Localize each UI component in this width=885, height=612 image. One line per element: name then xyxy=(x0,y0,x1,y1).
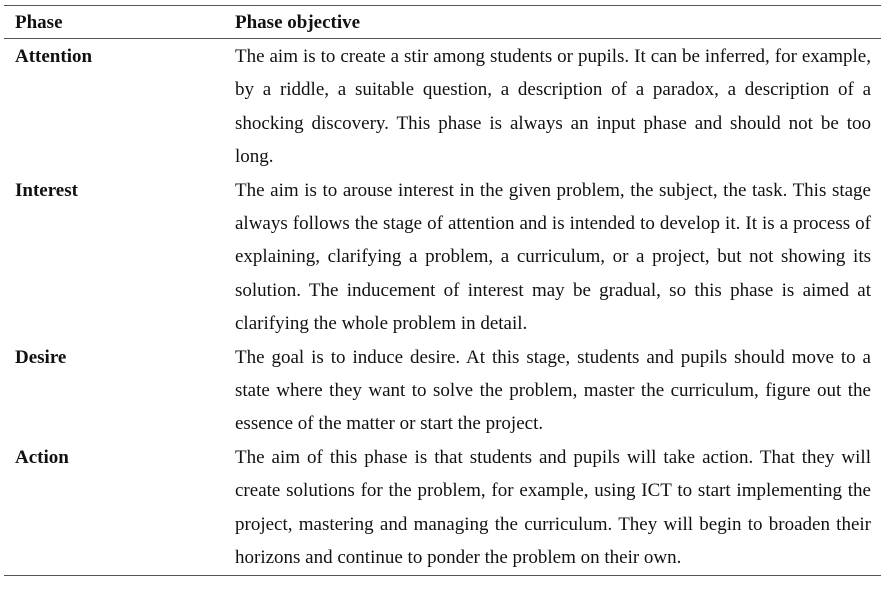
phase-objective-table xyxy=(4,5,881,576)
table-row-desire xyxy=(4,341,881,441)
table-header xyxy=(4,6,881,39)
header-phase-objective: Phase objective xyxy=(235,6,881,39)
objective-cell: The goal is to induce desire. At this stage, students and pupils should move to a state where they want to solve the problem, master the curriculum, figure out the essence of the matter or start the project. xyxy=(235,346,871,435)
table-row-action xyxy=(4,441,881,575)
objective-cell: The aim is to arouse interest in the given problem, the subject, the task. This stage always follows the stage of attention and is intended to develop it. It is a process of explaining, clarifying a problem, a curriculum, or a project, but not showing its solution. The inducement of interest may be gradual, so this phase is aimed at clarifying the whole problem in detail. xyxy=(235,179,871,335)
table-row-attention xyxy=(4,39,881,174)
phase-table-container xyxy=(4,5,881,576)
phase-cell: Action xyxy=(4,441,235,575)
objective-cell: The aim is to create a stir among students or pupils. It can be inferred, for example, by a riddle, a suitable question, a description of a paradox, a description of a shocking discovery. This phase is always an input phase and should not be too long. xyxy=(235,46,871,168)
table-body xyxy=(4,39,881,576)
phase-cell: Desire xyxy=(15,346,67,368)
header-row xyxy=(4,6,881,39)
header-phase: Phase xyxy=(4,6,235,39)
phase-cell: Interest xyxy=(15,179,78,201)
table-row-interest xyxy=(4,174,881,341)
phase-cell: Attention xyxy=(15,46,93,67)
objective-cell: The aim of this phase is that students and pupils will take action. That they will create solutions for the problem, for example, using ICT to start implementing the project, mastering and managing the curriculum. They will begin to broaden their horizons and continue to ponder the problem on their own. xyxy=(235,441,881,575)
